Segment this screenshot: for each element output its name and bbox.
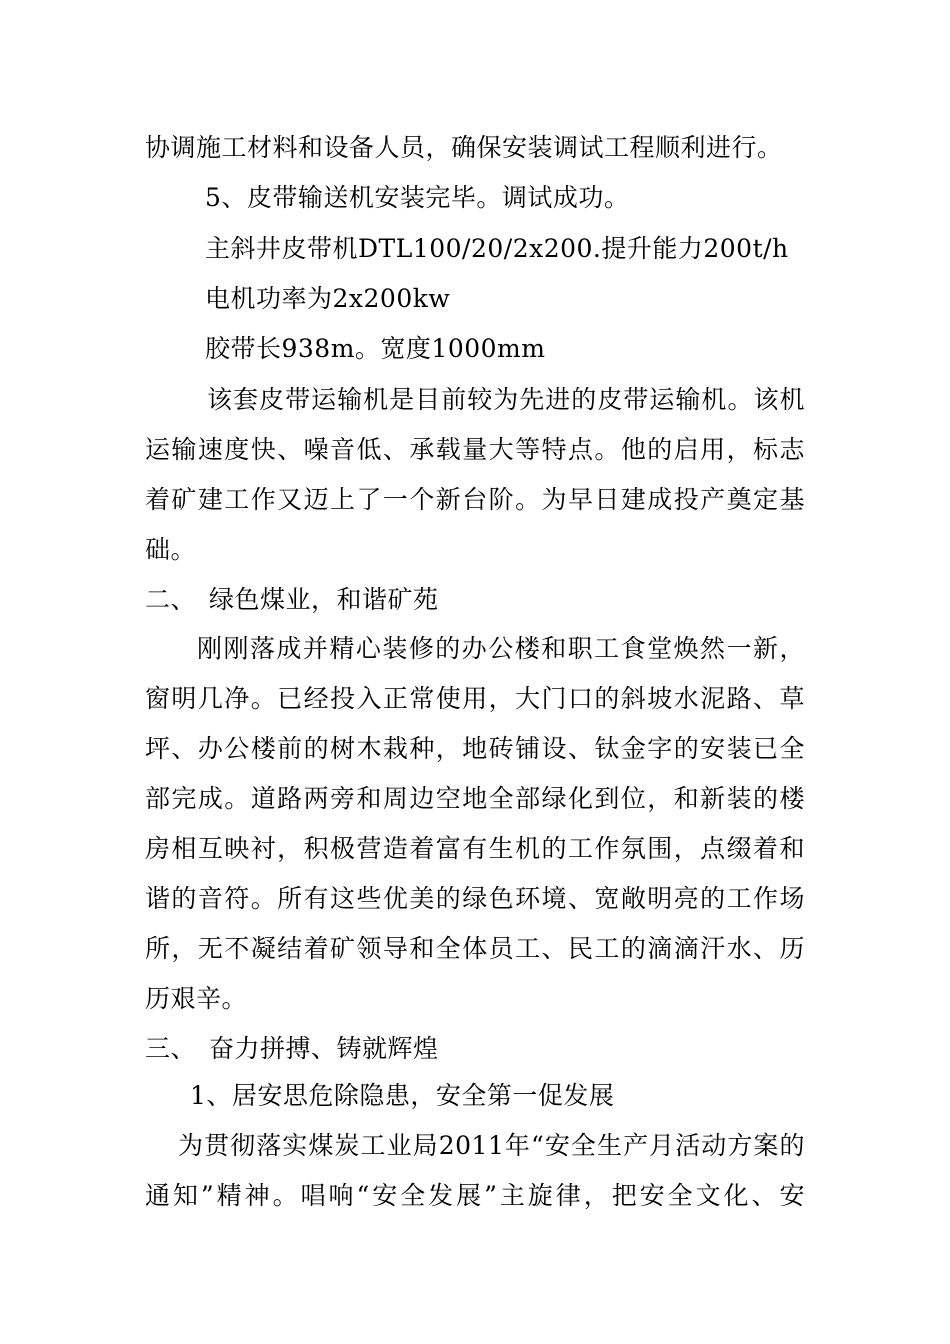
text-line: 运输速度快、噪音低、承载量大等特点。他的启用，标志	[145, 435, 805, 464]
text-line: 着矿建工作又迈上了一个新台阶。为早日建成投产奠定基	[145, 485, 805, 514]
text-line: 所，无不凝结着矿领导和全体员工、民工的滴滴汗水、历	[145, 934, 805, 963]
text-line: 历艰辛。	[145, 984, 248, 1013]
text-line: 5、皮带输送机安装完毕。调试成功。	[205, 183, 630, 212]
text-line: 协调施工材料和设备人员，确保安装调试工程顺利进行。	[145, 133, 783, 162]
text-line: 主斜井皮带机DTL100/20/2x200.提升能力200t/h	[205, 234, 789, 263]
subsection-heading: 1、居安思危除隐患，安全第一促发展	[190, 1081, 615, 1110]
text-line: 电机功率为2x200kw	[205, 284, 451, 313]
text-line: 通知”精神。唱响“安全发展”主旋律，把安全文化、安	[145, 1181, 805, 1210]
text-line: 础。	[145, 535, 197, 564]
section-heading: 三、 奋力拼搏、铸就辉煌	[145, 1034, 439, 1063]
text-line: 房相互映衬，积极营造着富有生机的工作氛围，点缀着和	[145, 834, 805, 863]
text-line: 部完成。道路两旁和周边空地全部绿化到位，和新装的楼	[145, 784, 805, 813]
text-line: 胶带长938m。宽度1000mm	[205, 334, 546, 363]
text-line: 窗明几净。已经投入正常使用，大门口的斜坡水泥路、草	[145, 684, 805, 713]
text-line: 刚刚落成并精心装修的办公楼和职工食堂焕然一新，	[197, 634, 805, 663]
text-line: 谐的音符。所有这些优美的绿色环境、宽敞明亮的工作场	[145, 884, 805, 913]
text-line: 坪、办公楼前的树木栽种，地砖铺设、钛金字的安装已全	[145, 734, 805, 763]
text-line: 为贯彻落实煤炭工业局2011年“安全生产月活动方案的	[178, 1131, 805, 1160]
section-heading: 二、 绿色煤业，和谐矿苑	[145, 585, 439, 614]
text-line: 该套皮带运输机是目前较为先进的皮带运输机。该机	[207, 385, 805, 414]
